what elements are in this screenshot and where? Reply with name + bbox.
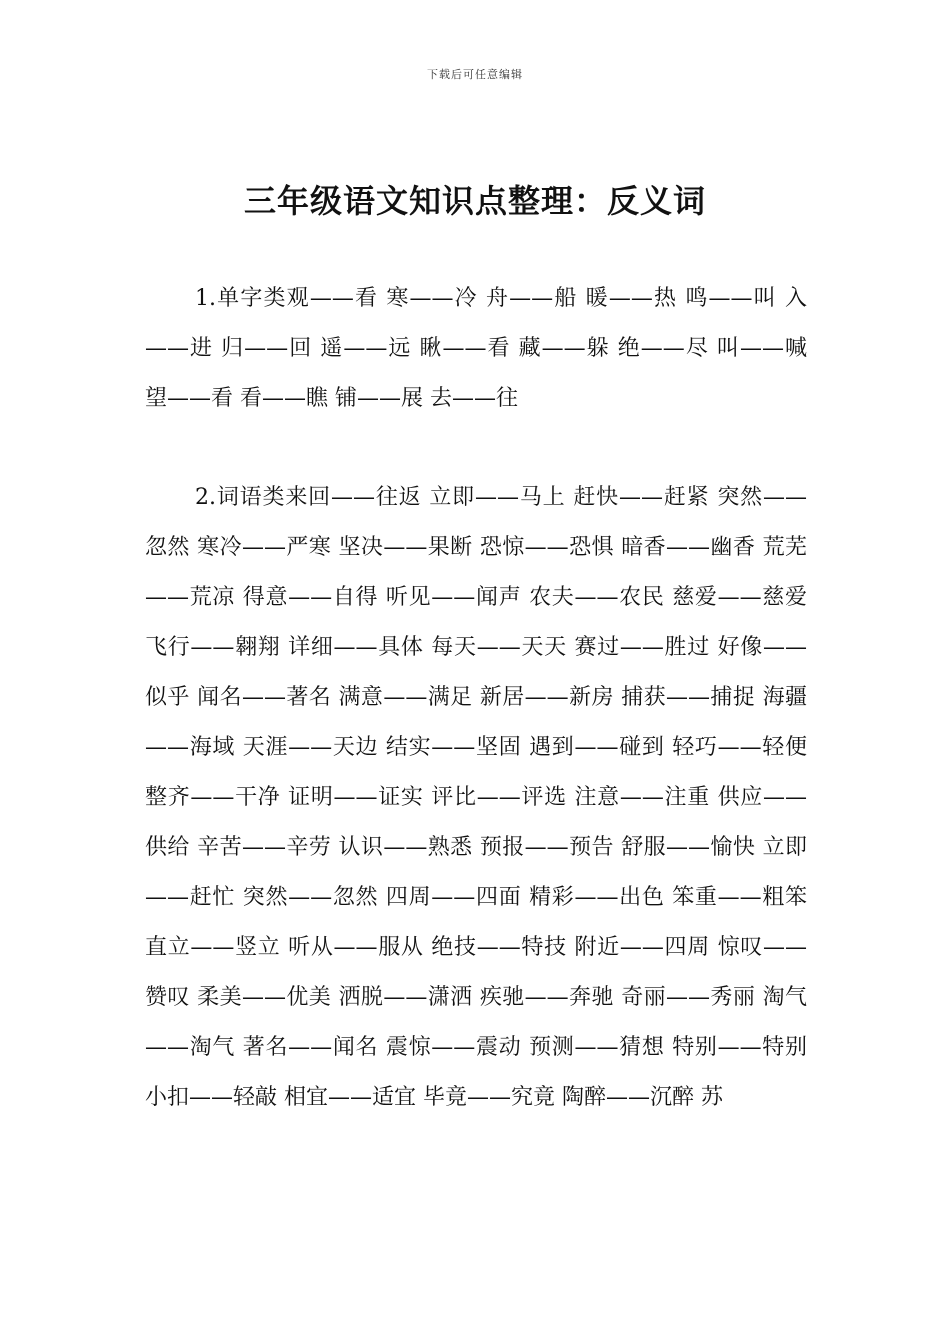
paragraph-words: 2.词语类来回——往返 立即——马上 赶快——赶紧 突然——忽然 寒冷——严寒 坚决——果断 恐惊——恐惧 暗香——幽香 荒芜——荒凉 得意——自得 听见——闻声 农夫——农民 慈爱——慈爱 飞行——翱翔 详细——具体 每天——天天 赛过——胜过 好像——似乎 闻名——著名 满意——满足 新居——新房 捕获——捕捉 海疆——海域 天涯——天边 结实——坚固 遇到——碰到 轻巧——轻便 整齐——干净 证明——证实 评比——评选 注意——注重 供应——供给 辛苦——辛劳 认识——熟悉 预报——预告 舒服——愉快 立即——赶忙 突然——忽然 四周——四面 精彩——出色 笨重——粗笨 直立——竖立 听从——服从 绝技——特技 附近——四周 惊叹——赞叹 柔美——优美 洒脱——潇洒 疾驰——奔驰 奇丽——秀丽 淘气——淘气 著名——闻名 震惊——震动 预测——猜想 特别——特别 小扣——轻敲 相宜——适宜 毕竟——究竟 陶醉——沉醉 苏: [145, 485, 807, 1110]
paragraph-single-characters: 1.单字类观——看 寒——冷 舟——船 暖——热 鸣——叫 入——进 归——回 遥——远 瞅——看 藏——躲 绝——尽 叫——喊 望——看 看——瞧 铺——展 去——往: [145, 286, 807, 411]
page-title: 三年级语文知识点整理：反义词: [243, 182, 706, 220]
header-note: 下载后可任意编辑: [427, 68, 523, 81]
